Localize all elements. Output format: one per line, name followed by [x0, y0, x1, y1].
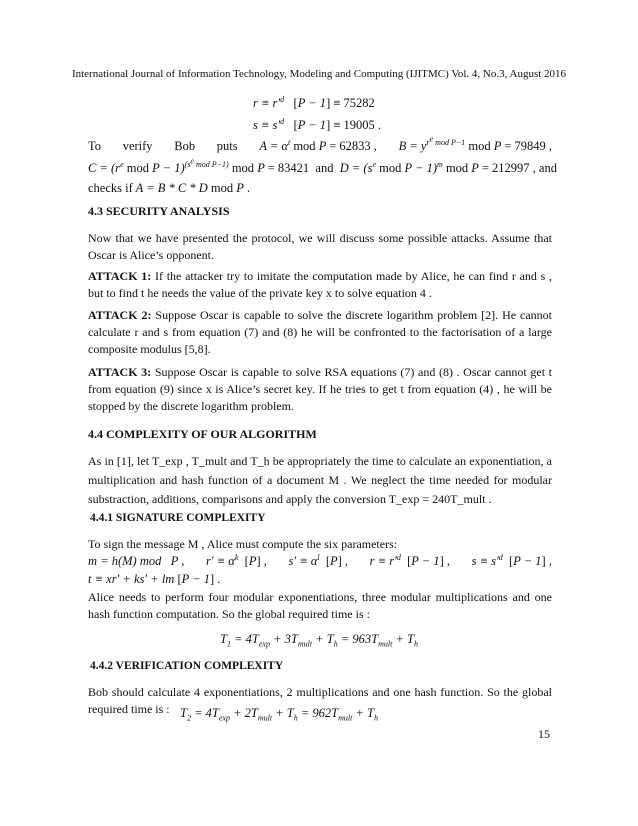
attack-1-label: ATTACK 1: [88, 269, 152, 283]
section-4-4-text: As in [1], let T_exp , T_mult and T_h be appropriately the time to calculate an exponentiation, a multiplication and hash function of a document M . We neglect the time needed for modular substraction, additions, comparisons and apply the conversion T_exp = 240T_mult . [88, 454, 552, 506]
attack-1-text: If the attacker try to imitate the computation made by Alice, he can find r and s , but to find t he needs the value of the private key x to solve equation 4 . [88, 269, 553, 300]
journal-header: International Journal of Information Technology, Modeling and Computing (IJITMC) Vol. 4, No.3, August 2016 [71, 68, 567, 80]
equation-r: $r \equiv r'^d$ [P − 1] ≡ 75282 [253, 94, 375, 110]
attack-2-paragraph [88, 307, 552, 358]
equation-T2: $T_2 = 4T_{exp} + 2T_{mult} + T_h = 962T_{mult} + T_h$ [180, 706, 378, 723]
verify-line-2: $C = (r^e$ mod P − 1)$^{(s^e mod P-1)}$ mod P = 83421 and $D = (s^e$ mod P − 1)$^m$ mod P = 212997 , and [88, 156, 557, 175]
section-4-4-2-title: 4.4.2 VERIFICATION COMPLEXITY [90, 660, 284, 672]
section-4-4-1-intro: To sign the message M , Alice must compute the six parameters: [88, 537, 398, 551]
section-4-3-title: 4.3 SECURITY ANALYSIS [88, 204, 230, 218]
attack-3-text: Suppose Oscar is capable to solve RSA equations (7) and (8) . Oscar cannot get t from equation (9) since x is Alice’s secret key. If he tries to get t from equation (4) , he will be stopped by the discrete logarithm problem. [88, 365, 552, 413]
equation-s: $s \equiv s'^d$ [P − 1] ≡ 19005 . [253, 116, 382, 132]
signature-params-line-1: m = h(M) mod P , $r' \equiv \alpha^k$ [P] , $s' \equiv \alpha^l$ [P] , $r \equiv r'^d$ [P − 1] , $s \equiv s'^d$ [P − 1] , [88, 552, 552, 568]
verify-line-1: To verify Bob puts $A = \alpha^t$ mod P = 62833 , $B = y^{r^e mod P-1}$ mod P = 79849 , [88, 134, 552, 153]
section-4-3-intro: Now that we have presented the protocol, we will discuss some possible attacks. Assume that Oscar is Alice’s opponent. [88, 231, 552, 262]
section-4-4-title: 4.4 COMPLEXITY OF OUR ALGORITHM [88, 427, 317, 441]
verify-line-3: checks if A = B * C * D mod P . [88, 181, 250, 195]
section-4-4-1-title: 4.4.1 SIGNATURE COMPLEXITY [90, 512, 266, 524]
attack-2-text: Suppose Oscar is capable to solve the discrete logarithm problem [2]. He cannot calculate r and s from equation (7) and (8) he will be confronted to the factorisation of a large composite modulus [5,8]. [88, 308, 552, 356]
section-4-4-2-text: Bob should calculate 4 exponentiations, 2 multiplications and one hash function. So the global required time is : [88, 685, 552, 716]
equation-T1: $T_1 = 4T_{exp} + 3T_{mult} + T_h = 963T_{mult} + T_h$ [220, 632, 418, 649]
attack-3-label: ATTACK 3: [88, 365, 152, 379]
attack-2-label: ATTACK 2: [88, 308, 152, 322]
attack-1-paragraph [88, 268, 552, 302]
page-number: 15 [538, 727, 550, 741]
signature-params-line-2: t ≡ xr′ + ks′ + lm [P − 1] . [88, 572, 221, 586]
attack-3-paragraph [88, 364, 552, 415]
section-4-4-1-text: Alice needs to perform four modular exponentiations, three modular multiplications and one hash function computation. So the global required time is : [88, 590, 552, 621]
